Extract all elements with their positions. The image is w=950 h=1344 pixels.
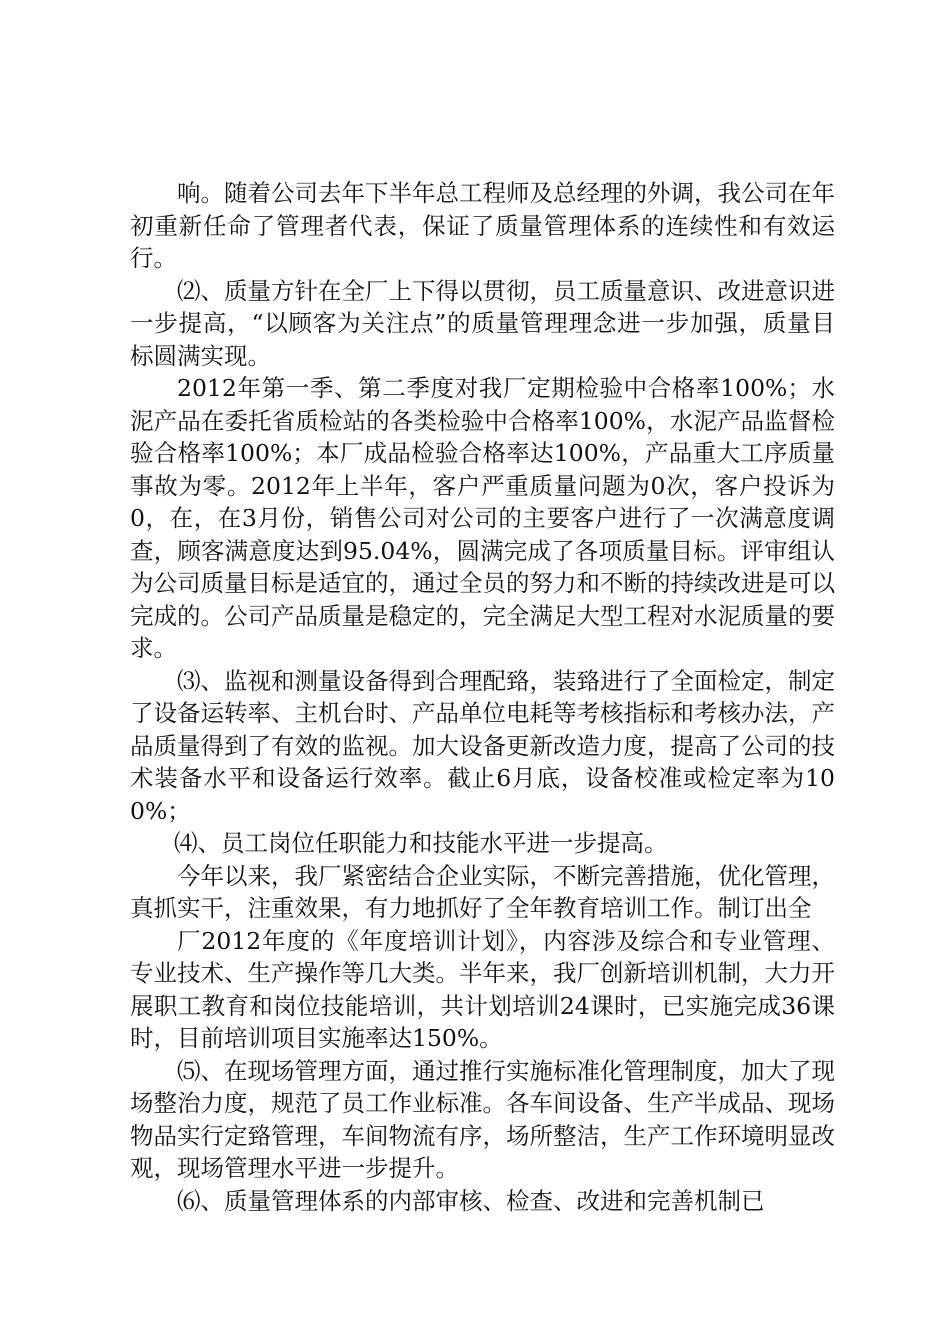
- document-body: [130, 177, 835, 1217]
- paragraph-6: 今年以来，我厂紧密结合企业实际，不断完善措施，优化管理，真抓实干，注重效果，有力地抓好了全年教育培训工作。制订出全: [130, 861, 835, 922]
- paragraph-8: ⑸、在现场管理方面，通过推行实施标准化管理制度，加大了现场整治力度，规范了员工作业标准。各车间设备、生产半成品、现场物品实行定臵管理，车间物流有序，场所整洁，生产工作环境明显改观，现场管理水平进一步提升。: [130, 1056, 835, 1182]
- paragraph-5: ⑷、员工岗位任职能力和技能水平进一步提高。: [174, 829, 668, 857]
- paragraph-9: ⑹、质量管理体系的内部审核、检查、改进和完善机制已: [177, 1186, 765, 1215]
- paragraph-4: ⑶、监视和测量设备得到合理配臵，装臵进行了全面检定，制定了设备运转率、主机台时、产品单位电耗等考核指标和考核办法，产品质量得到了有效的监视。加大设备更新改造力度，提高了公司的技术装备水平和设备运行效率。截止6月底，设备校准或检定率为100%；: [130, 666, 835, 825]
- paragraph-3: 2012年第一季、第二季度对我厂定期检验中合格率100%；水泥产品在委托省质检站的各类检验中合格率100%，水泥产品监督检验合格率100%；本厂成品检验合格率达100%，产品重大工序质量事故为零。2012年上半年，客户严重质量问题为0次，客户投诉为0，在，在3月份，销售公司对公司的主要客户进行了一次满意度调查，顾客满意度达到95.04%，圆满完成了各项质量目标。评审组认为公司质量目标是适宜的，通过全员的努力和不断的持续改进是可以完成的。公司产品质量是稳定的，完全满足大型工程对水泥质量的要求。: [130, 374, 835, 662]
- paragraph-7: 厂2012年度的《年度培训计划》，内容涉及综合和专业管理、专业技术、生产操作等几大类。半年来，我厂创新培训机制，大力开展职工教育和岗位技能培训，共计划培训24课时，已实施完成36课时，目前培训项目实施率达150%。: [130, 926, 835, 1052]
- paragraph-2: ⑵、质量方针在全厂上下得以贯彻，员工质量意识、改进意识进一步提高，“以顾客为关注点”的质量管理理念进一步加强，质量目标圆满实现。: [130, 276, 835, 370]
- paragraph-1: 响。随着公司去年下半年总工程师及总经理的外调，我公司在年初重新任命了管理者代表，保证了质量管理体系的连续性和有效运行。: [130, 179, 835, 272]
